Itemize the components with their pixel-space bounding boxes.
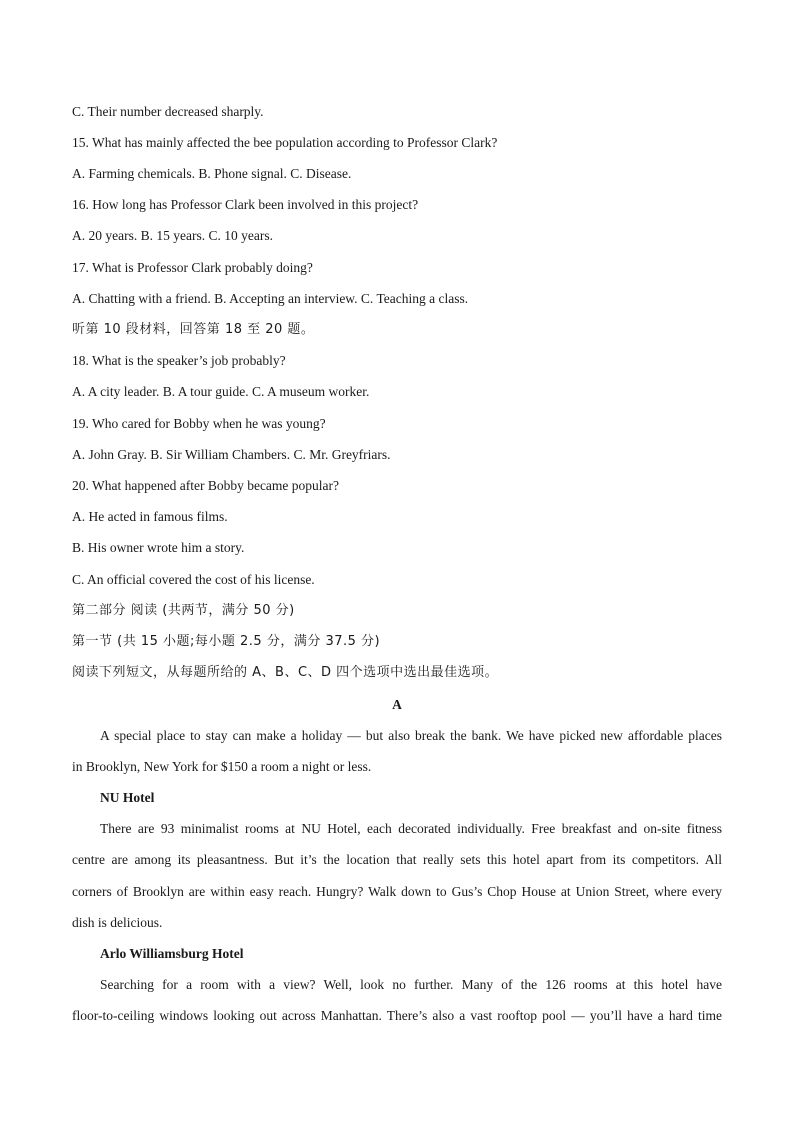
- hotel2-heading: Arlo Williamsburg Hotel: [100, 946, 244, 961]
- q18-question: 18. What is the speaker’s job probably?: [72, 353, 286, 368]
- q20-question: 20. What happened after Bobby became popular?: [72, 478, 340, 493]
- reading-instruction: 阅读下列短文，从每题所给的 A、B、C、D 四个选项中选出最佳选项。: [72, 665, 499, 680]
- q15-question: 15. What has mainly affected the bee population according to Professor Clark?: [72, 135, 498, 150]
- q15-options: A. Farming chemicals. B. Phone signal. C. Disease.: [72, 166, 352, 181]
- q19-options: A. John Gray. B. Sir William Chambers. C. Mr. Greyfriars.: [72, 447, 391, 462]
- q14-option-c: C. Their number decreased sharply.: [72, 104, 264, 119]
- q17-question: 17. What is Professor Clark probably doing?: [72, 260, 313, 275]
- q16-options: A. 20 years. B. 15 years. C. 10 years.: [72, 228, 273, 243]
- hotel2-line2: floor-to-ceiling windows looking out across Manhattan. There’s also a vast rooftop pool — you’ll have a hard time: [72, 1008, 722, 1023]
- reading-part-title: 第二部分 阅读 (共两节，满分 50 分): [72, 603, 295, 618]
- q17-options: A. Chatting with a friend. B. Accepting an interview. C. Teaching a class.: [72, 291, 469, 306]
- q20-option-c: C. An official covered the cost of his license.: [72, 572, 315, 587]
- reading-section-title: 第一节 (共 15 小题;每小题 2.5 分，满分 37.5 分): [72, 634, 381, 649]
- q18-options: A. A city leader. B. A tour guide. C. A museum worker.: [72, 384, 370, 399]
- passage-label: A: [392, 697, 402, 712]
- q19-question: 19. Who cared for Bobby when he was young?: [72, 416, 326, 431]
- hotel1-heading: NU Hotel: [100, 790, 155, 805]
- hotel2-line1: Searching for a room with a view? Well, look no further. Many of the 126 rooms at this hotel have: [100, 977, 722, 992]
- passage-intro-line1: A special place to stay can make a holiday — but also break the bank. We have picked new affordable places: [100, 728, 722, 743]
- hotel1-line3: corners of Brooklyn are within easy reach. Hungry? Walk down to Gus’s Chop House at Union Street, where every: [72, 884, 722, 899]
- q16-question: 16. How long has Professor Clark been involved in this project?: [72, 197, 419, 212]
- hotel1-line2: centre are among its pleasantness. But it’s the location that really sets this hotel apart from its competitors. All: [72, 852, 722, 867]
- passage-intro-line2: in Brooklyn, New York for $150 a room a night or less.: [72, 759, 372, 774]
- q20-option-b: B. His owner wrote him a story.: [72, 540, 245, 555]
- section10-instruction: 听第 10 段材料，回答第 18 至 20 题。: [72, 322, 315, 337]
- q20-option-a: A. He acted in famous films.: [72, 509, 228, 524]
- hotel1-line1: There are 93 minimalist rooms at NU Hotel, each decorated individually. Free breakfast and on-site fitness: [100, 821, 722, 836]
- hotel1-line4: dish is delicious.: [72, 915, 163, 930]
